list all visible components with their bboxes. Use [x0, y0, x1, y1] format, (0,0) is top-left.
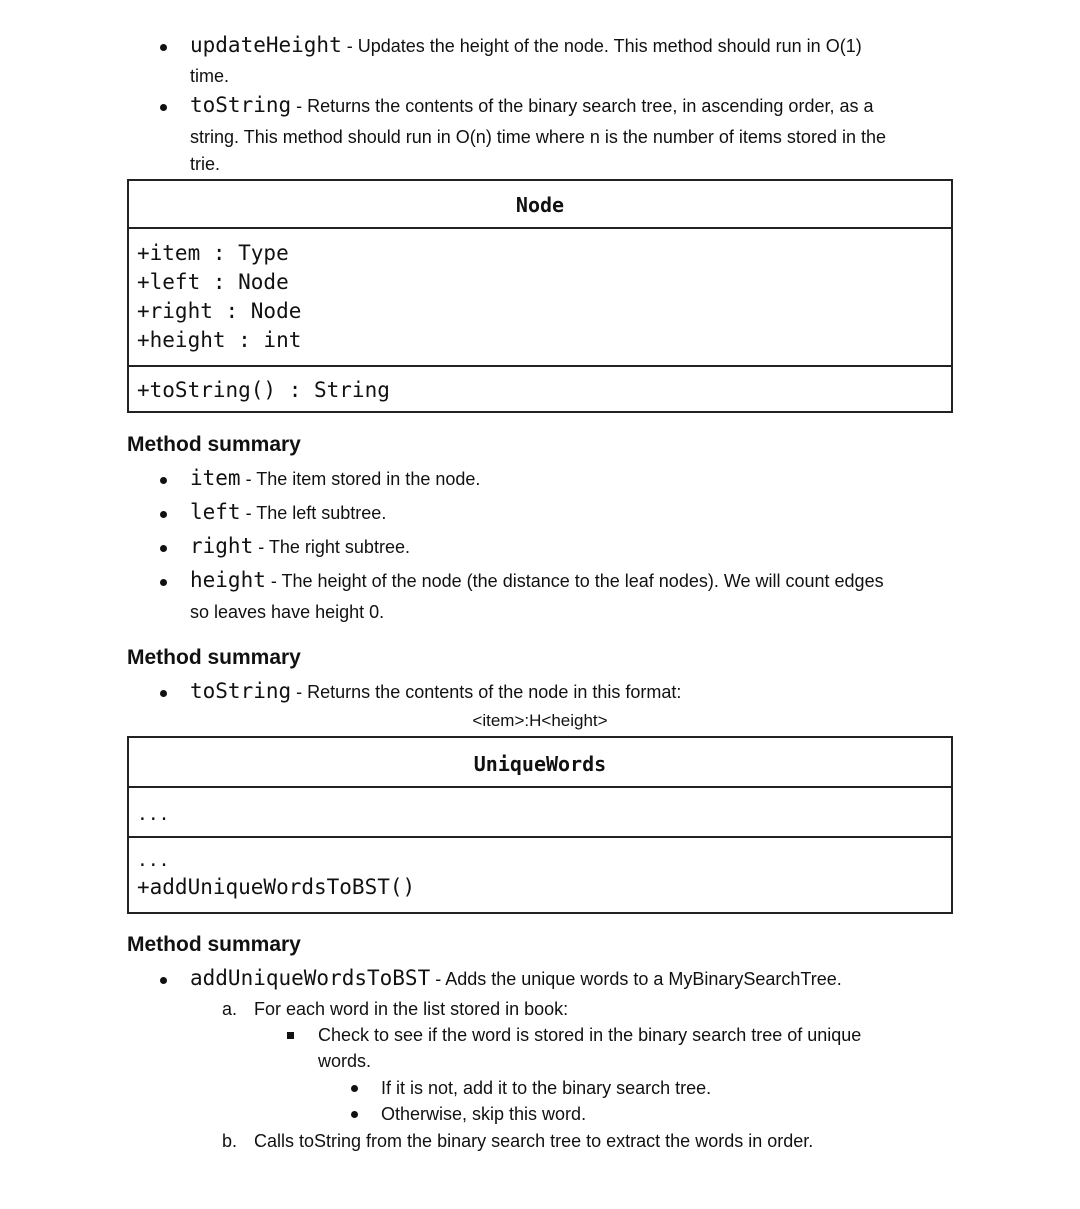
uml-title: UniqueWords: [129, 738, 951, 788]
uml-methods: [129, 367, 951, 413]
uml-field: ...: [137, 804, 170, 825]
sub-sub-step-text: Otherwise, skip this word.: [381, 1104, 587, 1124]
bullet-icon: [160, 511, 167, 518]
method-desc: - Adds the unique words to a MyBinarySearchTree.: [430, 969, 842, 989]
list-item: [190, 567, 884, 595]
method-desc: - Returns the contents of the binary search tree, in ascending order, as a: [291, 96, 874, 116]
list-item: [190, 533, 410, 561]
field-desc: - The height of the node (the distance to the leaf nodes). We will count edges: [265, 571, 884, 591]
method-name: addUniqueWordsToBST: [190, 966, 431, 990]
bullet-icon: [160, 477, 167, 484]
uml-method-ellipsis: ...: [137, 850, 170, 871]
list-item: [190, 92, 873, 120]
field-desc: - The item stored in the node.: [240, 469, 481, 489]
method-name: toString: [190, 679, 292, 703]
uml-fields: [129, 229, 951, 367]
uml-methods: [129, 838, 951, 900]
square-bullet-icon: [287, 1032, 294, 1039]
uml-class-uniquewords: [127, 736, 953, 914]
format-string: <item>:H<height>: [472, 711, 608, 730]
list-item: [190, 499, 386, 527]
uml-class-node: [127, 179, 953, 413]
sub-sub-step-text: If it is not, add it to the binary search tree.: [381, 1078, 712, 1098]
method-desc-cont: trie.: [190, 154, 221, 174]
uml-field: +height : int: [137, 328, 302, 352]
field-name: right: [190, 534, 254, 558]
bullet-icon: [160, 545, 167, 552]
method-desc-cont: time.: [190, 66, 230, 86]
uml-method: +addUniqueWordsToBST(): [137, 875, 416, 899]
uml-field: +left : Node: [137, 270, 289, 294]
list-item: [190, 678, 681, 706]
field-desc-cont: so leaves have height 0.: [190, 602, 385, 622]
step-text: Calls toString from the binary search tree to extract the words in order.: [254, 1131, 814, 1151]
uml-field: +item : Type: [137, 241, 289, 265]
method-name: updateHeight: [190, 33, 342, 57]
step-marker: b.: [222, 1131, 238, 1151]
bullet-icon: [160, 977, 167, 984]
method-desc: - Updates the height of the node. This method should run in O(1): [341, 36, 862, 56]
uml-fields: [129, 788, 951, 838]
list-item: [190, 465, 480, 493]
field-name: item: [190, 466, 241, 490]
section-heading: Method summary: [127, 933, 301, 956]
list-item: [190, 965, 842, 993]
list-item: [190, 32, 862, 60]
field-name: height: [190, 568, 266, 592]
sub-step-text-cont: words.: [318, 1051, 372, 1071]
bullet-icon: [160, 44, 167, 51]
section-heading: Method summary: [127, 433, 301, 456]
method-desc: - Returns the contents of the node in this format:: [291, 682, 682, 702]
bullet-icon: [160, 579, 167, 586]
method-desc-cont: string. This method should run in O(n) time where n is the number of items stored in the: [190, 127, 886, 147]
bullet-icon: [351, 1111, 358, 1118]
uml-field: +right : Node: [137, 299, 302, 323]
uml-method: +toString() : String: [137, 378, 390, 402]
bullet-icon: [160, 690, 167, 697]
bullet-icon: [160, 104, 167, 111]
sub-step-text: Check to see if the word is stored in the binary search tree of unique: [318, 1025, 862, 1045]
field-desc: - The right subtree.: [253, 537, 410, 557]
uml-title: Node: [129, 181, 951, 229]
method-name: toString: [190, 93, 292, 117]
bullet-icon: [351, 1085, 358, 1092]
field-name: left: [190, 500, 241, 524]
step-marker: a.: [222, 999, 238, 1019]
step-text: For each word in the list stored in book:: [254, 999, 569, 1019]
field-desc: - The left subtree.: [240, 503, 387, 523]
section-heading: Method summary: [127, 646, 301, 669]
